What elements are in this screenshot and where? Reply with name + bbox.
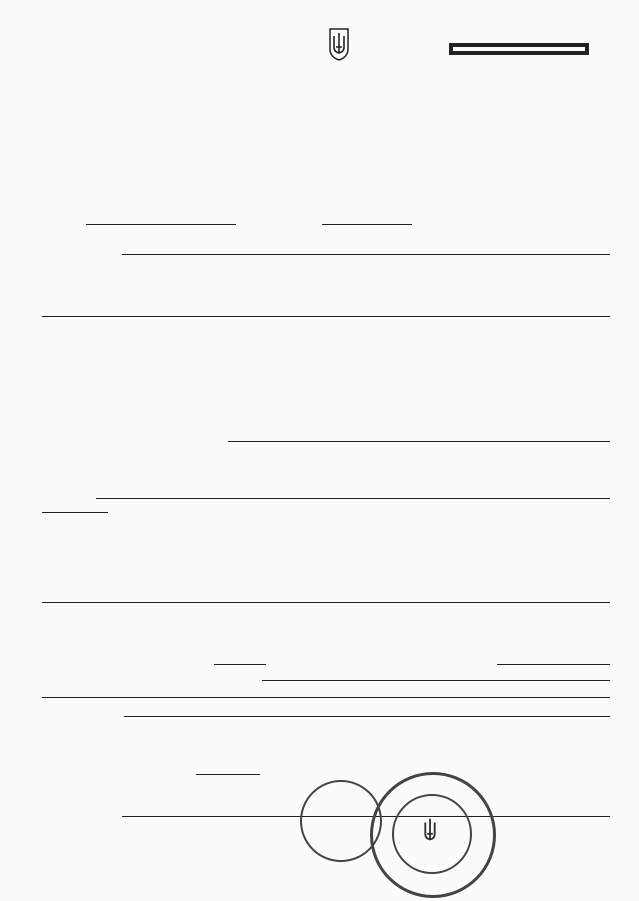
second-seal xyxy=(300,780,382,862)
copy-stamp xyxy=(449,43,589,55)
trident-seal-icon xyxy=(418,815,442,847)
trident-emblem-icon xyxy=(328,27,350,61)
